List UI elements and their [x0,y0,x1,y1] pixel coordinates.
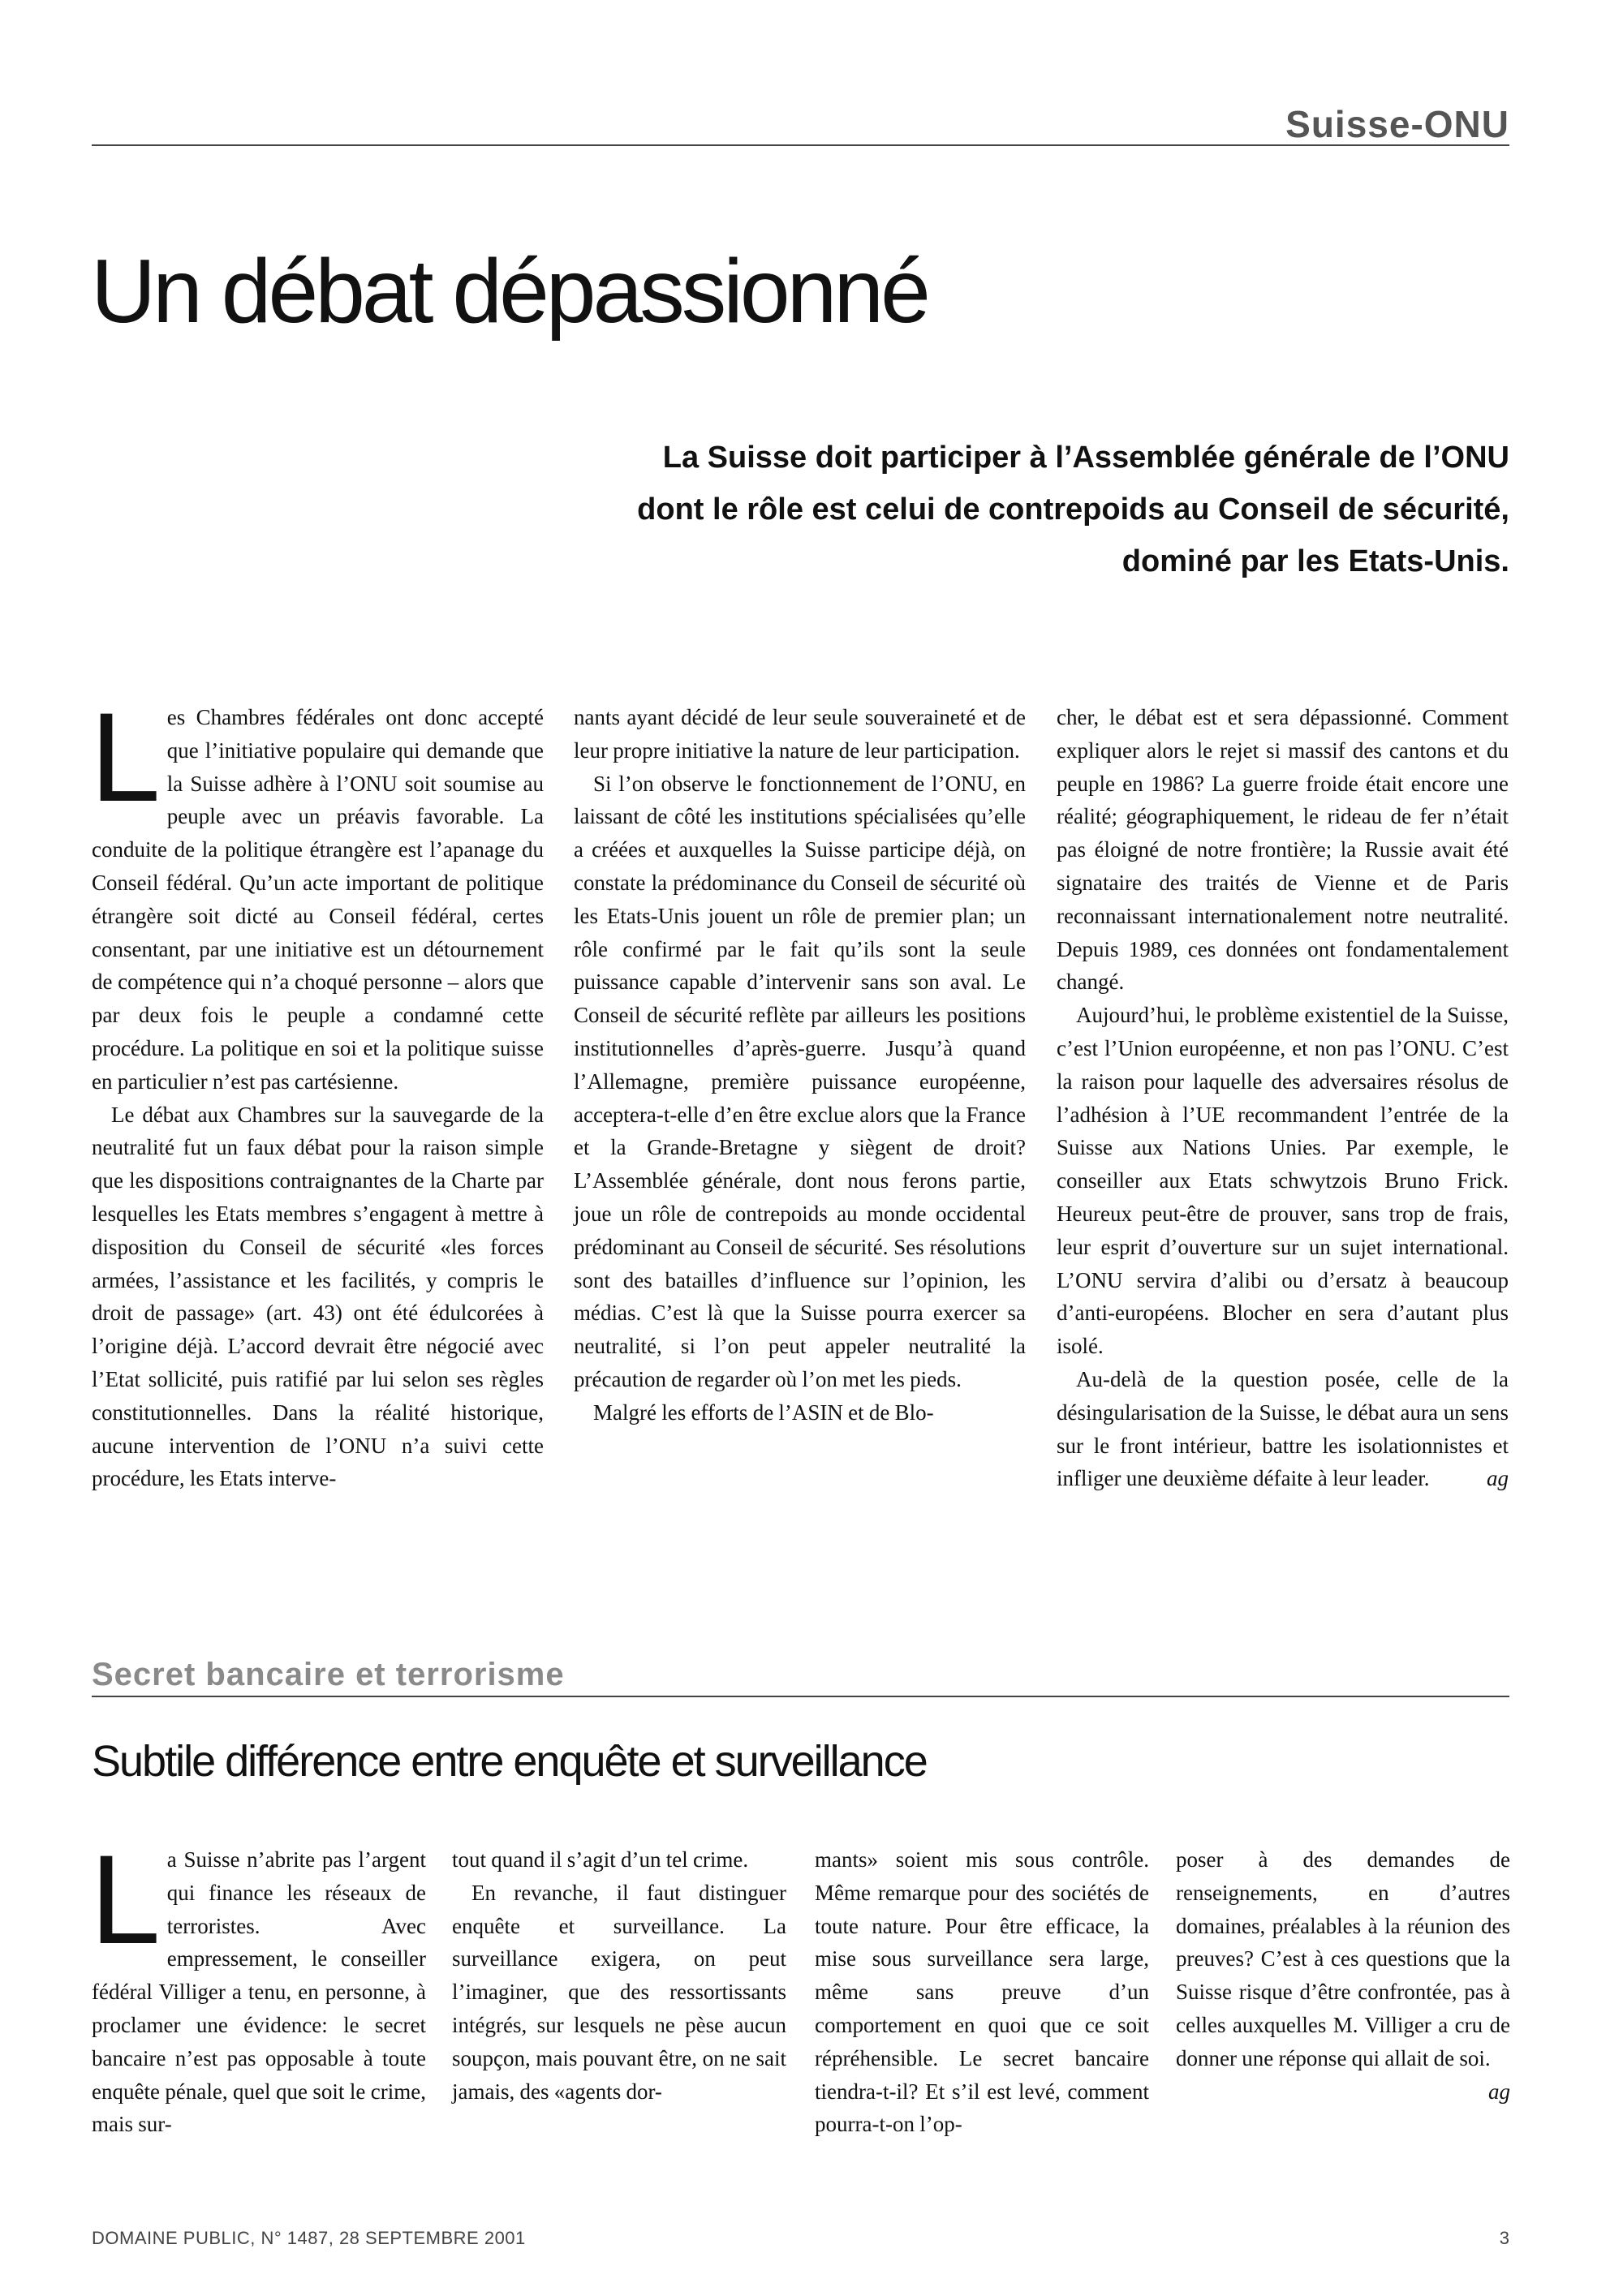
paragraph: Malgré les efforts de l’ASIN et de Blo- [593,1400,934,1425]
paragraph: Au-delà de la question posée, celle de la désingularisation de la Suisse, le débat aura un sens sur le front intérieur, battre les isolationnistes et infliger une deuxième défaite à leur leader. [1057,1366,1509,1491]
section-label: Secret bancaire et terrorisme [92,1657,565,1692]
paragraph: a Suisse n’abrite pas l’argent qui finance les réseaux de terroristes. Avec empressement, le conseiller fédéral Villiger a tenu, en personne, à proclamer une évidence: le secret bancaire n’est pas opposable à toute enquête pénale, quel que soit le crime, mais sur- [92,1847,426,2137]
section-label: Suisse-ONU [1285,103,1509,145]
paragraph: poser à des demandes de renseignements, en d’autres domaines, préalables à la réunion des preuves? C’est à ces questions que la Suisse risque d’être confrontée, pas à celles auxquelles M. Villiger a cru de donner une réponse qui allait de soi. [1176,1847,1510,2070]
paragraph: tout quand il s’agit d’un tel crime. [452,1847,749,1872]
lead-line: dominé par les Etats-Unis. [1121,544,1509,578]
article-title: Un débat dépassionné [91,241,928,342]
paragraph: En revanche, il faut distinguer enquête et surveillance. La surveillance exigera, on peut l’imaginer, que des ressortissants intégrés, sur lesquels ne pèse aucun soupçon, mais pouvant être, on ne sait jamais, des «agents dor- [452,1880,786,2104]
paragraph: cher, le débat est et sera dépassionné. Comment expliquer alors le rejet si massif des cantons et du peuple en 1986? La guerre froide était encore une réalité; géographiquement, le rideau de fer n’était pas éloigné de notre frontière; la Russie avait été signataire des traités de Vienne et de Paris reconnaissant internationalement notre neutralité. Depuis 1989, ces données ont fondamentalement changé. [1057,705,1509,995]
article1-column-2 [574,701,1026,1430]
article-lead [373,432,1509,587]
author-signature: ag [1487,1466,1509,1491]
article1-column-1 [90,687,544,1495]
article-title: Subtile différence entre enquête et surveillance [92,1737,927,1786]
paragraph: es Chambres fédérales ont donc accepté que l’initiative populaire qui demande que la Suisse adhère à l’ONU soit soumise au peuple avec un préavis favorable. La conduite de la politique étrangère est l’apanage du Conseil fédéral. Qu’un acte important de politique étrangère soit dicté au Conseil fédéral, certes consentant, par une initiative est un détournement de compétence qui n’a choqué personne – alors que par deux fois le peuple a condamné cette procédure. La politique en soi et la politique suisse en particulier n’est pas cartésienne. [92,705,544,1094]
drop-cap: L [90,687,161,828]
article1-column-3 [1057,701,1509,1495]
author-signature: ag [1488,2079,1510,2104]
article2-column-4 [1176,1843,1510,2108]
section-rule [92,1696,1509,1697]
drop-cap: L [90,1829,161,1971]
article2-column-1 [90,1829,426,2141]
paragraph: nants ayant décidé de leur seule souveraineté et de leur propre initiative la nature de leur participation. [574,705,1026,763]
footer-publication: DOMAINE PUBLIC, N° 1487, 28 SEPTEMBRE 2001 [92,2228,526,2248]
header-rule [92,144,1509,146]
paragraph: Aujourd’hui, le problème existentiel de la Suisse, c’est l’Union européenne, et non pas l’ONU. C’est la raison pour laquelle des adversaires résolus de l’adhésion à l’UE recommandent l’entrée de la Suisse aux Nations Unies. Par exemple, le conseiller aux Etats schwytzois Bruno Frick. Heureux peut-être de prouver, sans trop de frais, leur esprit d’ouverture sur un sujet international. L’ONU servira d’alibi ou d’ersatz à beaucoup d’anti-européens. Blocher en sera d’autant plus isolé. [1057,1003,1509,1359]
paragraph: mants» soient mis sous contrôle. Même remarque pour des sociétés de toute nature. Pour être efficace, la mise sous surveillance sera large, même sans preuve d’un comportement en quoi que ce soit répréhensible. Le secret bancaire tiendra-t-il? Et s’il est levé, comment pourra-t-on l’op- [815,1847,1149,2137]
lead-line: La Suisse doit participer à l’Assemblée générale de l’ONU [662,441,1509,475]
lead-line: dont le rôle est celui de contrepoids au Conseil de sécurité, [637,492,1509,527]
article2-column-2 [452,1843,786,2108]
article2-column-3 [815,1843,1149,2141]
page-number: 3 [1499,2228,1509,2248]
paragraph: Le débat aux Chambres sur la sauvegarde de la neutralité fut un faux débat pour la raison simple que les dispositions contraignantes de la Charte par lesquelles les Etats membres s’engagent à mettre à disposition du Conseil de sécurité «les forces armées, l’assistance et les facilités, y compris le droit de passage» (art. 43) ont été édulcorées à l’origine déjà. L’accord devrait être négocié avec l’Etat sollicité, puis ratifié par lui selon ses règles constitutionnelles. Dans la réalité historique, aucune intervention de l’ONU n’a suivi cette procédure, les Etats interve- [92,1102,544,1491]
paragraph: Si l’on observe le fonctionnement de l’ONU, en laissant de côté les institutions spécialisées qu’elle a créées et auxquelles la Suisse participe déjà, on constate la prédominance du Conseil de sécurité où les Etats-Unis jouent un rôle de premier plan; un rôle confirmé par le fait qu’ils sont la seule puissance capable d’intervenir sans son aval. Le Conseil de sécurité reflète par ailleurs les positions institutionnelles d’après-guerre. Jusqu’à quand l’Allemagne, première puissance européenne, acceptera-t-elle d’en être exclue alors que la France et la Grande-Bretagne y siègent de droit? L’Assemblée générale, dont nous ferons partie, joue un rôle de contrepoids au monde occidental prédominant au Conseil de sécurité. Ses résolutions sont des batailles d’influence sur l’opinion, les médias. C’est là que la Suisse pourra exercer sa neutralité, si l’on peut appeler neutralité la précaution de regarder où l’on met les pieds. [574,771,1026,1391]
